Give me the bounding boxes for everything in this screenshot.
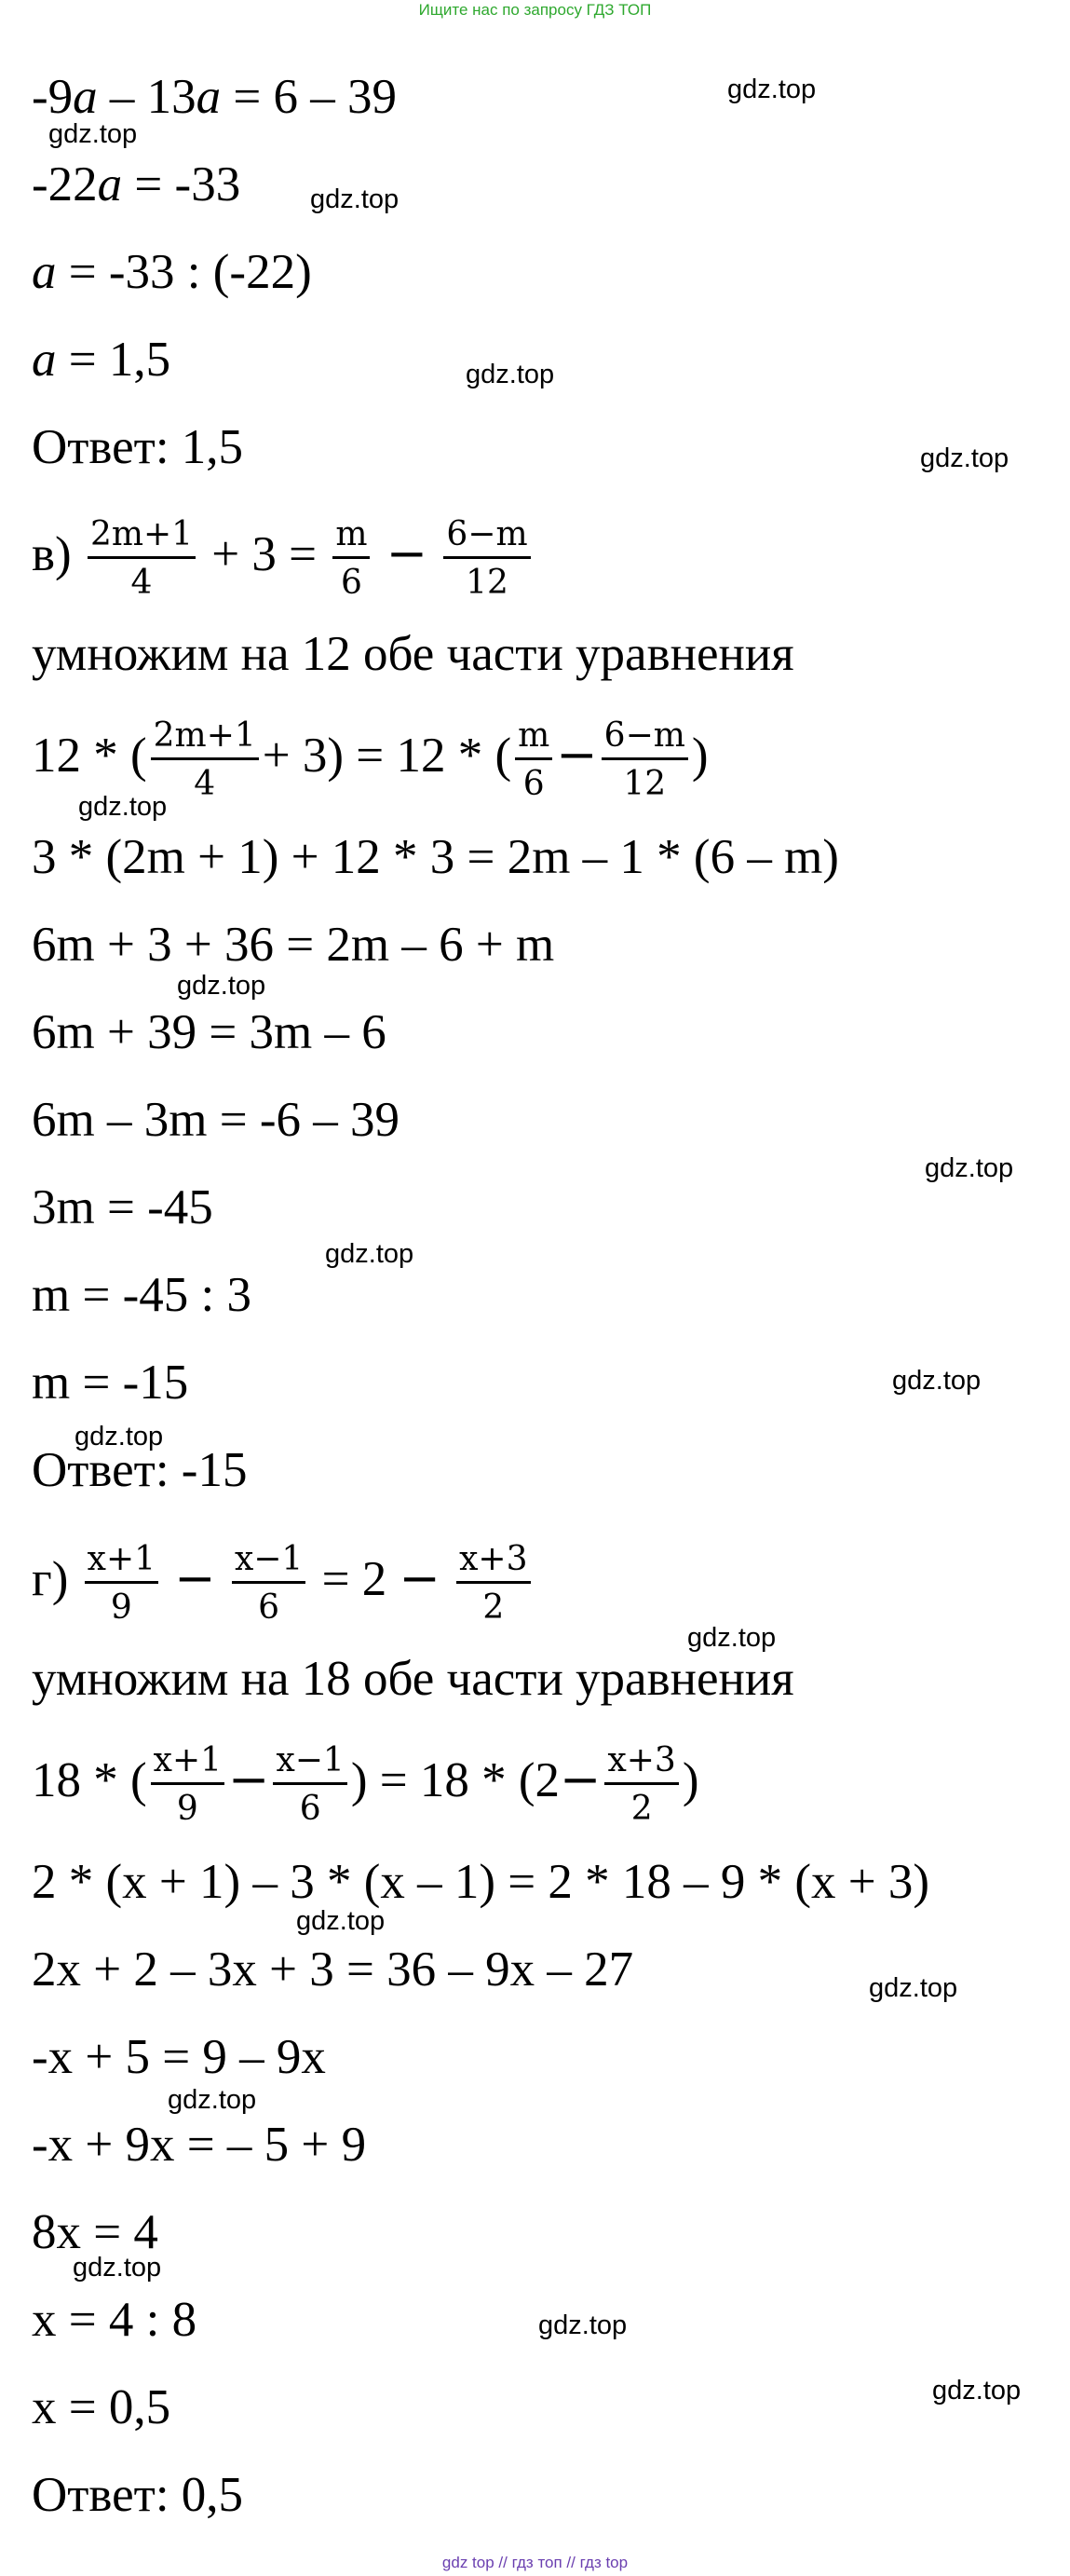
watermark: gdz.top — [727, 75, 817, 104]
solution-line: a = -33 : (-22) — [32, 245, 312, 299]
solution-line: 6m – 3m = -6 – 39 — [32, 1093, 400, 1147]
watermark: gdz.top — [466, 360, 555, 389]
watermark: gdz.top — [925, 1153, 1014, 1183]
watermark: gdz.top — [869, 1973, 958, 2003]
answer-line: Ответ: -15 — [32, 1443, 248, 1497]
watermark: gdz.top — [325, 1239, 414, 1269]
fraction: $\frac{x+1}{9}$ — [151, 1742, 224, 1828]
watermark: gdz.top — [296, 1906, 386, 1936]
fraction: $\frac{6-m}{12}$ — [443, 516, 530, 602]
watermark: gdz.top — [73, 2253, 162, 2283]
watermark: gdz.top — [687, 1623, 777, 1653]
solution-line: m = -15 — [32, 1356, 189, 1410]
multiplied-equation-g: 18 * ( $\frac{x+1}{9}$ − $\frac{x-1}{6}$ ) = 18 * (2− $\frac{x+3}{2}$ ) — [32, 1740, 699, 1828]
footer-links[interactable]: gdz top // гдз топ // гдз top — [441, 2554, 629, 2571]
fraction: $\frac{m}{6}$ — [332, 516, 370, 602]
fraction: $\frac{x+3}{2}$ — [604, 1742, 678, 1828]
solution-line: 2 * (x + 1) – 3 * (x – 1) = 2 * 18 – 9 * (x + 3) — [32, 1855, 930, 1909]
solution-line: a = 1,5 — [32, 333, 171, 387]
equation-v: в) $\frac{2m+1}{4}$ + 3 = $\frac{m}{6}$ − $\frac{6-m}{12}$ — [32, 503, 535, 606]
solution-line: 6m + 3 + 36 = 2m – 6 + m — [32, 918, 555, 972]
watermark: gdz.top — [932, 2376, 1022, 2406]
solution-line: x = 0,5 — [32, 2380, 171, 2434]
fraction: $\frac{2m+1}{4}$ — [88, 516, 196, 602]
multiplied-equation-v: 12 * ( $\frac{2m+1}{4}$ + 3) = 12 * ( $\frac{m}{6}$ − $\frac{6-m}{12}$ ) — [32, 716, 709, 803]
solution-line: 8x = 4 — [32, 2205, 158, 2259]
answer-line: Ответ: 1,5 — [32, 420, 244, 474]
fraction: $\frac{x+3}{2}$ — [456, 1541, 530, 1627]
part-label: в) — [32, 527, 72, 581]
watermark: gdz.top — [538, 2310, 628, 2340]
fraction: $\frac{x-1}{6}$ — [232, 1541, 305, 1627]
solution-line: -9a – 13a = 6 – 39 — [32, 70, 398, 124]
solution-line: -x + 5 = 9 – 9x — [32, 2030, 326, 2084]
instruction-line: умножим на 18 обе части уравнения — [32, 1652, 794, 1706]
solution-line: -x + 9x = – 5 + 9 — [32, 2118, 367, 2172]
equation-g: г) $\frac{x+1}{9}$ − $\frac{x-1}{6}$ = 2 − $\frac{x+3}{2}$ — [32, 1528, 535, 1630]
solution-line: 3m = -45 — [32, 1180, 213, 1234]
fraction: $\frac{x-1}{6}$ — [273, 1742, 346, 1828]
watermark: gdz.top — [48, 119, 138, 149]
fraction: $\frac{6-m}{12}$ — [602, 717, 688, 803]
instruction-line: умножим на 12 обе части уравнения — [32, 627, 794, 681]
fraction: $\frac{x+1}{9}$ — [85, 1541, 158, 1627]
answer-line: Ответ: 0,5 — [32, 2468, 244, 2522]
fraction: $\frac{2m+1}{4}$ — [151, 717, 259, 803]
solution-line: 3 * (2m + 1) + 12 * 3 = 2m – 1 * (6 – m) — [32, 830, 839, 884]
solution-line: -22a = -33 — [32, 157, 241, 211]
solution-line: 6m + 39 = 3m – 6 — [32, 1005, 386, 1059]
solution-line: x = 4 : 8 — [32, 2293, 197, 2347]
solution-line: 2x + 2 – 3x + 3 = 36 – 9x – 27 — [32, 1942, 634, 1997]
watermark: gdz.top — [168, 2085, 257, 2115]
watermark: gdz.top — [74, 1422, 164, 1452]
part-label: г) — [32, 1552, 69, 1606]
solution-line: m = -45 : 3 — [32, 1268, 251, 1322]
top-search-banner[interactable]: Ищите нас по запросу ГДЗ ТОП — [418, 1, 652, 19]
watermark: gdz.top — [310, 184, 400, 214]
watermark: gdz.top — [177, 971, 266, 1001]
watermark: gdz.top — [78, 792, 168, 822]
fraction: $\frac{m}{6}$ — [515, 717, 552, 803]
watermark: gdz.top — [920, 443, 1009, 473]
watermark: gdz.top — [892, 1366, 982, 1396]
